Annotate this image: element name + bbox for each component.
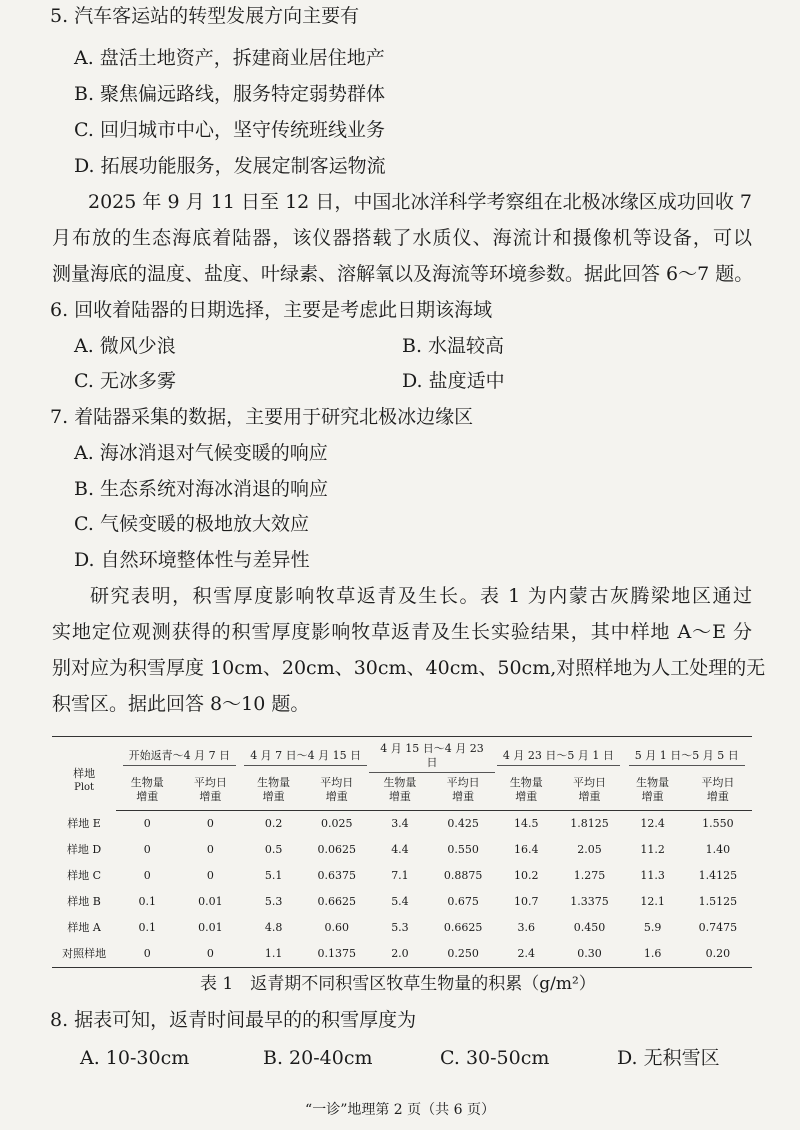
table-cell: 0.025 <box>321 817 353 830</box>
table-cell: 0.675 <box>447 895 479 908</box>
passage1-line-1: 2025 年 9 月 11 日至 12 日，中国北冰洋科学考察组在北极冰缘区成功回收 7 <box>88 191 752 213</box>
period-header <box>622 737 752 777</box>
table-cell: 0.550 <box>447 843 479 856</box>
table-1 <box>52 736 752 968</box>
table-cell: 4.8 <box>264 921 283 934</box>
table-cell: 0.450 <box>573 921 606 934</box>
q6-option-c: C. 无冰多雾 <box>74 370 176 392</box>
column-subheader: 生物量 增重 <box>495 776 557 811</box>
table-cell: 0 <box>143 869 151 882</box>
biomass-table <box>52 736 752 968</box>
table-row <box>52 837 752 863</box>
table-cell: 0 <box>143 817 151 830</box>
plot-name-cell: 样地 A <box>67 921 101 934</box>
table-cell: 0.20 <box>705 947 731 960</box>
table-cell: 1.550 <box>702 817 734 830</box>
period-label: 开始返青～4 月 7 日 <box>123 749 237 766</box>
plot-name-cell: 对照样地 <box>62 947 107 960</box>
q8-stem: 8. 据表可知，返青时间最早的的积雪厚度为 <box>50 1009 417 1031</box>
table-cell: 5.4 <box>391 895 409 908</box>
table-cell: 1.1 <box>264 947 283 960</box>
column-subheader: 平均日 增重 <box>684 776 752 811</box>
period-label: 4 月 7 日～4 月 15 日 <box>244 749 367 766</box>
period-header <box>495 737 621 777</box>
table-row <box>52 863 752 889</box>
passage2-line-2: 实地定位观测获得的积雪厚度影响牧草返青及生长实验结果，其中样地 A～E 分 <box>52 621 752 643</box>
table-row <box>52 915 752 941</box>
q6-option-b: B. 水温较高 <box>402 335 505 357</box>
table-cell: 11.3 <box>640 869 665 882</box>
table-cell: 12.4 <box>640 817 665 830</box>
column-subheader: 生物量 增重 <box>243 776 305 811</box>
table-cell: 1.6 <box>643 947 662 960</box>
table-cell: 1.5125 <box>698 895 738 908</box>
column-subheader: 平均日 增重 <box>557 776 621 811</box>
q5-option-b: B. 聚焦偏远路线，服务特定弱势群体 <box>74 83 386 105</box>
q5-option-a: A. 盘活土地资产，拆建商业居住地产 <box>74 47 385 69</box>
table-cell: 5.9 <box>643 921 662 934</box>
plot-header-zh: 样地 <box>73 766 96 780</box>
table-cell: 2.05 <box>577 843 602 856</box>
table-cell: 0.6375 <box>317 869 357 882</box>
table-cell: 0.60 <box>324 921 350 934</box>
table-cell: 2.0 <box>391 947 409 960</box>
period-header <box>116 737 242 777</box>
table-cell: 0.30 <box>577 947 602 960</box>
table-cell: 0.1375 <box>317 947 357 960</box>
table-cell: 0 <box>206 843 214 856</box>
period-label: 5 月 1 日～5 月 5 日 <box>629 749 745 766</box>
table-cell: 0.01 <box>198 921 223 934</box>
table-cell: 0.6625 <box>317 895 357 908</box>
plot-name-cell: 样地 B <box>67 895 101 908</box>
plot-header-en: Plot <box>74 781 95 793</box>
passage2-line-1: 研究表明，积雪厚度影响牧草返青及生长。表 1 为内蒙古灰腾梁地区通过 <box>90 585 752 607</box>
column-subheader: 生物量 增重 <box>369 776 431 811</box>
table-cell: 3.6 <box>517 921 536 934</box>
table-cell: 0.1 <box>138 895 156 908</box>
plot-name-cell: 样地 C <box>67 869 102 882</box>
table-cell: 1.3375 <box>570 895 609 908</box>
table-cell: 0 <box>206 817 214 830</box>
table-cell: 7.1 <box>391 869 409 882</box>
table-cell: 10.7 <box>514 895 539 908</box>
table-cell: 14.5 <box>514 817 539 830</box>
table-cell: 1.8125 <box>570 817 609 830</box>
q7-option-b: B. 生态系统对海冰消退的响应 <box>74 478 329 500</box>
table-cell: 3.4 <box>391 817 409 830</box>
table-cell: 2.4 <box>517 947 536 960</box>
table-row <box>52 941 752 968</box>
period-header <box>243 737 369 777</box>
table-cell: 10.2 <box>514 869 539 882</box>
table-cell: 5.3 <box>264 895 283 908</box>
q8-option-d: D. 无积雪区 <box>617 1047 720 1069</box>
q6-stem: 6. 回收着陆器的日期选择，主要是考虑此日期该海域 <box>50 299 493 321</box>
table-cell: 4.4 <box>391 843 409 856</box>
table-cell: 1.4125 <box>698 869 738 882</box>
q7-option-c: C. 气候变暖的极地放大效应 <box>74 513 309 535</box>
plot-name-cell: 样地 D <box>66 843 102 856</box>
table-row <box>52 811 752 838</box>
table-cell: 0 <box>143 947 151 960</box>
passage1-line-2: 月布放的生态海底着陆器，该仪器搭载了水质仪、海流计和摄像机等设备，可以 <box>52 227 752 249</box>
table-cell: 0 <box>143 843 151 856</box>
table-cell: 5.1 <box>264 869 283 882</box>
q8-option-b: B. 20-40cm <box>263 1047 373 1069</box>
column-subheader: 生物量 增重 <box>622 776 684 811</box>
passage2-line-3: 别对应为积雪厚度 10cm、20cm、30cm、40cm、50cm,对照样地为人工处理的无 <box>52 657 766 679</box>
table-cell: 0.250 <box>447 947 479 960</box>
q8-option-a: A. 10-30cm <box>80 1047 190 1069</box>
q7-stem: 7. 着陆器采集的数据，主要用于研究北极冰边缘区 <box>50 406 474 428</box>
passage2-line-4: 积雪区。据此回答 8～10 题。 <box>52 693 310 715</box>
period-label: 4 月 23 日～5 月 1 日 <box>497 749 620 766</box>
q5-option-c: C. 回归城市中心，坚守传统班线业务 <box>74 119 385 141</box>
table-cell: 0.1 <box>138 921 156 934</box>
table-cell: 0.6625 <box>443 921 483 934</box>
q6-option-a: A. 微风少浪 <box>74 335 176 357</box>
table-cell: 0.5 <box>264 843 283 856</box>
table-cell: 0.8875 <box>443 869 483 882</box>
q5-stem: 5. 汽车客运站的转型发展方向主要有 <box>50 5 360 27</box>
column-subheader: 生物量 增重 <box>116 776 178 811</box>
table-cell: 0 <box>206 947 214 960</box>
table-cell: 1.40 <box>705 843 731 856</box>
passage1-line-3: 测量海底的温度、盐度、叶绿素、溶解氧以及海流等环境参数。据此回答 6～7 题。 <box>52 263 754 285</box>
table-cell: 0.7475 <box>698 921 738 934</box>
plot-header <box>52 737 116 811</box>
table-caption: 表 1 返青期不同积雪区牧草生物量的积累（g/m²） <box>200 974 596 994</box>
table-cell: 0.2 <box>264 817 283 830</box>
table-cell: 0.01 <box>198 895 223 908</box>
q5-option-d: D. 拓展功能服务，发展定制客运物流 <box>74 155 386 177</box>
table-cell: 0 <box>206 869 214 882</box>
page-footer: “一诊”地理第 2 页（共 6 页） <box>305 1102 495 1118</box>
column-subheader: 平均日 增重 <box>178 776 242 811</box>
column-subheader: 平均日 增重 <box>431 776 495 811</box>
table-cell: 0.425 <box>447 817 479 830</box>
table-cell: 0.0625 <box>317 843 357 856</box>
period-label: 4 月 15 日～4 月 23 日 <box>369 742 495 773</box>
q8-option-c: C. 30-50cm <box>440 1047 550 1069</box>
table-cell: 5.3 <box>391 921 409 934</box>
plot-name-cell: 样地 E <box>67 816 101 830</box>
table-row <box>52 889 752 915</box>
table-cell: 1.275 <box>573 869 606 882</box>
table-cell: 16.4 <box>514 843 539 856</box>
period-header <box>369 737 495 777</box>
table-cell: 11.2 <box>640 843 665 856</box>
column-subheader: 平均日 增重 <box>305 776 369 811</box>
table-cell: 12.1 <box>640 895 665 908</box>
q7-option-a: A. 海冰消退对气候变暖的响应 <box>74 442 328 464</box>
q6-option-d: D. 盐度适中 <box>402 370 505 392</box>
q7-option-d: D. 自然环境整体性与差异性 <box>74 549 310 571</box>
